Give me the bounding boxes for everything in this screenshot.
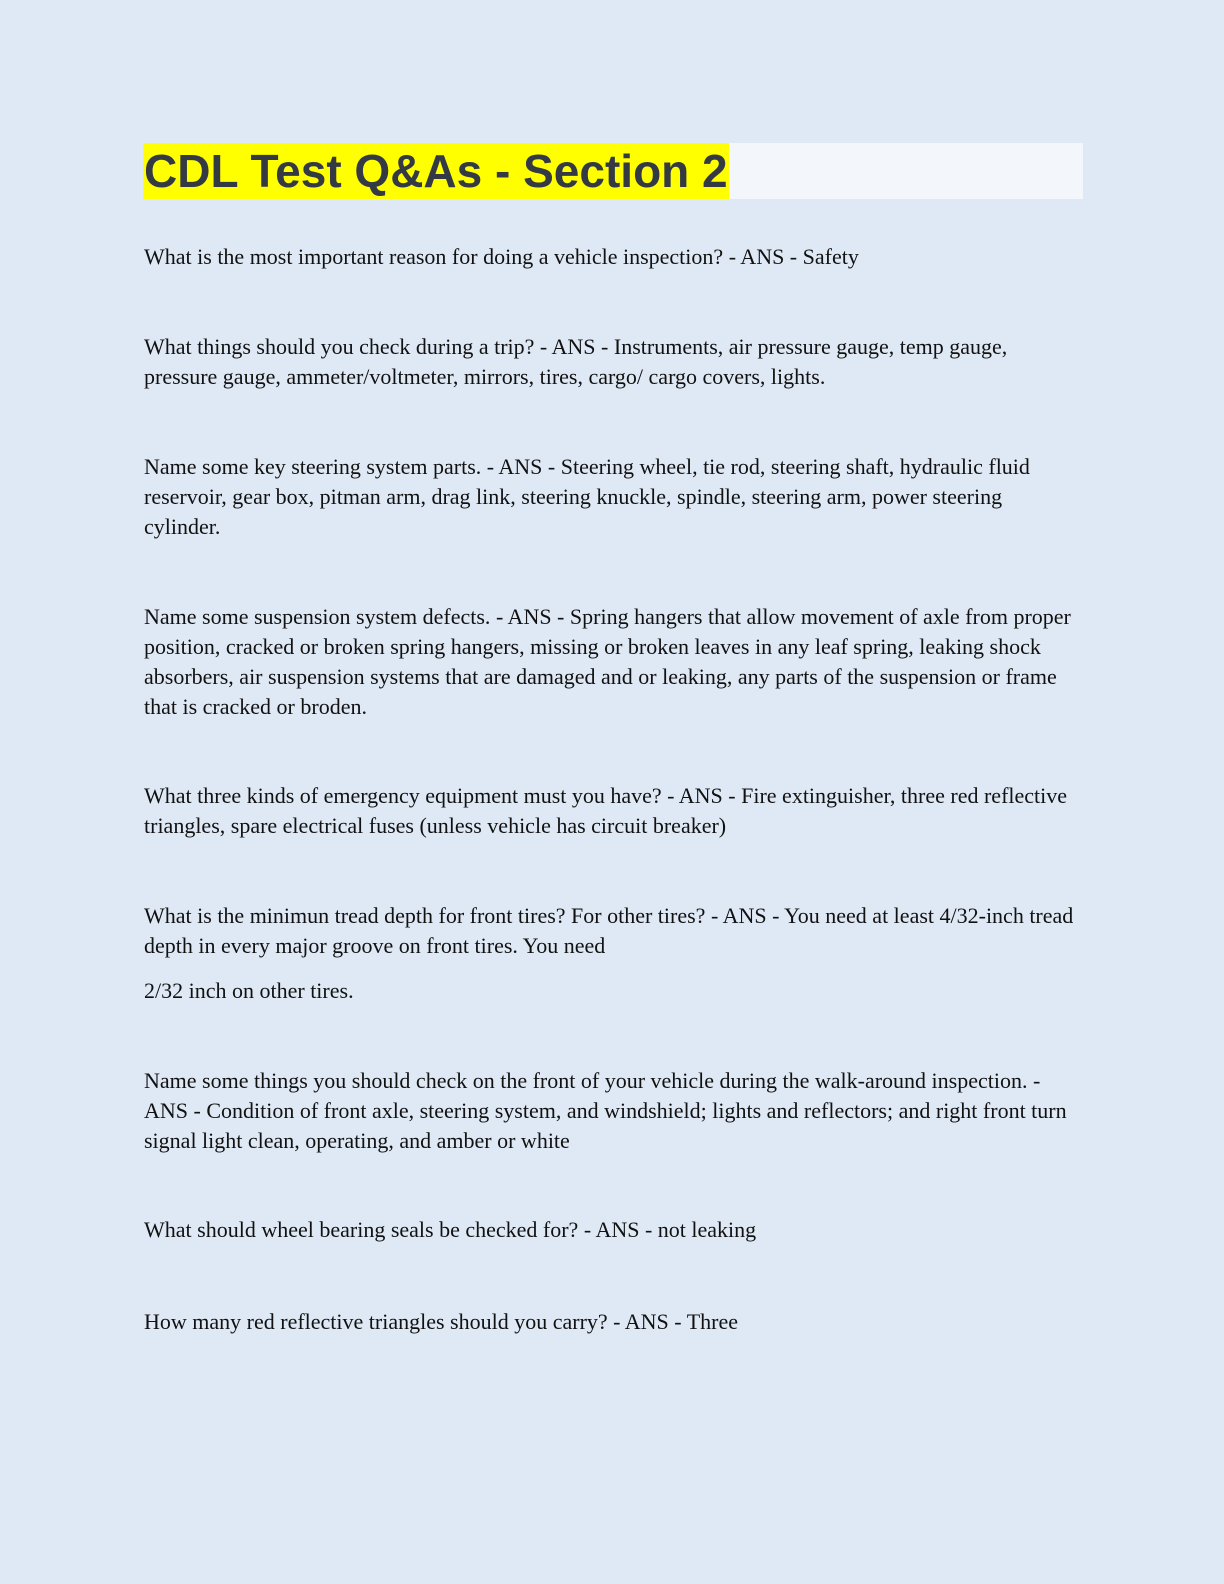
answer-text: Condition of front axle, steering system, and windshield; lights and reflectors; and right front turn signal light clean, operating, and amber or white — [144, 1098, 1067, 1153]
answer-separator: - ANS - — [705, 903, 785, 928]
answer-text: Three — [686, 1309, 739, 1334]
qa-item-9 — [144, 1307, 1074, 1337]
question-text: How many red reflective triangles should you carry? — [144, 1309, 608, 1334]
qa-item-7 — [144, 1066, 1074, 1156]
question-text: Name some suspension system defects. — [144, 604, 491, 629]
answer-text: Spring hangers that allow movement of axle from proper position, cracked or broken spring hangers, missing or broken leaves in any leaf spring, leaking shock absorbers, air suspension systems that are damaged and or leaking, any parts of the suspension or frame that is cracked or broden. — [144, 604, 1071, 719]
qa-item-4 — [144, 602, 1074, 722]
answer-separator: - ANS - — [144, 1068, 1041, 1123]
answer-separator: - ANS - — [534, 334, 614, 359]
question-text: What three kinds of emergency equipment must you have? — [144, 783, 662, 808]
answer-text: Fire extinguisher, three red reflective triangles, spare electrical fuses (unless vehicle has circuit breaker) — [144, 783, 1068, 838]
question-text: What is the most important reason for doing a vehicle inspection? — [144, 244, 724, 269]
question-text: What should wheel bearing seals be checked for? — [144, 1217, 579, 1242]
page-title: CDL Test Q&As - Section 2 — [144, 145, 728, 197]
answer-separator: - ANS - — [481, 454, 561, 479]
answer-separator: - ANS - — [723, 244, 803, 269]
qa-item-5 — [144, 781, 1074, 841]
answer-text: Instruments, air pressure gauge, temp gauge, pressure gauge, ammeter/voltmeter, mirrors, tires, cargo/ cargo covers, lights. — [144, 334, 1008, 389]
answer-text: Steering wheel, tie rod, steering shaft, hydraulic fluid reservoir, gear box, pitman arm, drag link, steering knuckle, spindle, steering arm, power steering cylinder. — [144, 454, 1030, 539]
answer-text: not leaking — [657, 1217, 757, 1242]
question-text: What things should you check during a trip? — [144, 334, 535, 359]
answer-separator: - ANS - — [578, 1217, 658, 1242]
qa-item-6-continuation: 2/32 inch on other tires. — [144, 978, 354, 1003]
answer-separator: - ANS - — [490, 604, 570, 629]
answer-text: Safety — [802, 244, 859, 269]
answer-text: You need at least 4/32-inch tread depth in every major groove on front tires. You need — [144, 903, 1074, 958]
qa-item-3 — [144, 452, 1074, 542]
question-text: Name some key steering system parts. — [144, 454, 482, 479]
answer-separator: - ANS - — [607, 1309, 687, 1334]
question-text: Name some things you should check on the front of your vehicle during the walk-around inspection. — [144, 1068, 1028, 1093]
qa-item-6 — [144, 901, 1074, 961]
title-bar — [143, 143, 1083, 199]
qa-item-2 — [144, 332, 1074, 392]
qa-item-1 — [144, 242, 1074, 272]
question-text: What is the minimun tread depth for front tires? For other tires? — [144, 903, 706, 928]
answer-separator: - ANS - — [661, 783, 742, 808]
qa-item-8 — [144, 1215, 1074, 1245]
